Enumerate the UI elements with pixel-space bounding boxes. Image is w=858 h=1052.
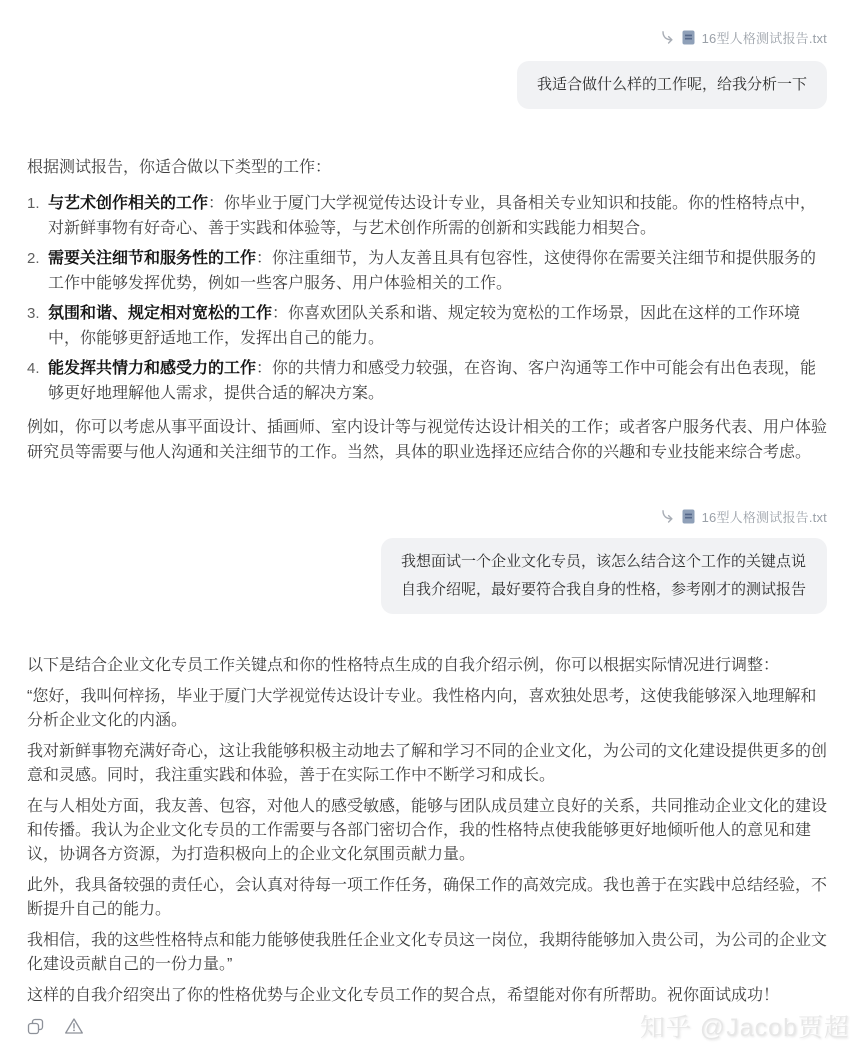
list-item: [27, 246, 827, 296]
assistant-message: [27, 155, 827, 465]
list-item-title: 与艺术创作相关的工作: [48, 195, 209, 212]
assistant-paragraph: 这样的自我介绍突出了你的性格优势与企业文化专员工作的契合点，希望能对你有所帮助。祝你面试成功！: [27, 987, 780, 1004]
list-item-title: 能发挥共情力和感受力的工作: [48, 360, 257, 377]
list-item-title: 需要关注细节和服务性的工作: [48, 250, 257, 267]
list-item-body: ：你毕业于厦门大学视觉传达设计专业，具备相关专业知识和技能。你的性格特点中，对新鲜事物有好奇心、善于实践和体验等，与艺术创作所需的创新和实践能力相契合。: [48, 195, 817, 237]
assistant-paragraph: 我对新鲜事物充满好奇心，这让我能够积极主动地去了解和学习不同的企业文化，为公司的文化建设提供更多的创意和灵感。同时，我注重实践和体验，善于在实际工作中不断学习和成长。: [27, 743, 828, 784]
list-item-number: 3.: [27, 305, 40, 322]
file-icon: [682, 30, 695, 45]
assistant-message: [27, 654, 827, 1008]
attachment-filename[interactable]: 16型人格测试报告.txt: [701, 509, 827, 525]
assistant-paragraph: 以下是结合企业文化专员工作关键点和你的性格特点生成的自我介绍示例，你可以根据实际情况进行调整：: [27, 657, 780, 674]
footer-actions: [27, 1017, 84, 1035]
list-item-body: ：你注重细节，为人友善且具有包容性，这使得你在需要关注细节和提供服务的工作中能够发挥优势，例如一些客户服务、用户体验相关的工作。: [48, 250, 817, 292]
assistant-paragraph: “您好，我叫何梓扬，毕业于厦门大学视觉传达设计专业。我性格内向，喜欢独处思考，这使我能够深入地理解和分析企业文化的内涵。: [27, 688, 817, 729]
assistant-paragraph: 我相信，我的这些性格特点和能力能够使我胜任企业文化专员这一岗位，我期待能够加入贵公司，为公司的企业文化建设贡献自己的一份力量。”: [27, 932, 828, 973]
report-button[interactable]: [64, 1017, 84, 1035]
attachment-filename[interactable]: 16型人格测试报告.txt: [701, 30, 827, 46]
attachment-row: [27, 507, 827, 525]
list-item-number: 2.: [27, 250, 40, 267]
list-item: [27, 356, 827, 406]
message-footer: [27, 1010, 850, 1042]
list-item-title: 氛围和谐、规定相对宽松的工作: [48, 305, 273, 322]
zhihu-watermark: 知乎 @Jacob贾超: [639, 1014, 850, 1042]
assistant-intro-text: 根据测试报告，你适合做以下类型的工作：: [27, 159, 332, 176]
assistant-paragraph: 在与人相处方面，我友善、包容，对他人的感受敏感，能够与团队成员建立良好的关系，共同推动企业文化的建设和传播。我认为企业文化专员的工作需要与各部门密切合作，我的性格特点使我能够更好地倾听他人的意见和建议，协调各方资源，为打造积极向上的企业文化氛围贡献力量。: [27, 798, 828, 863]
copy-button[interactable]: [27, 1018, 44, 1035]
list-item-number: 4.: [27, 360, 40, 377]
list-item-body: ：你的共情力和感受力较强，在咨询、客户沟通等工作中可能会有出色表现，能够更好地理解他人需求，提供合适的解决方案。: [48, 360, 817, 402]
file-icon: [682, 509, 695, 524]
user-message-row: [27, 538, 827, 614]
attachment-row: [27, 28, 827, 46]
reply-arrow-icon: [659, 29, 675, 45]
user-message-bubble: 我适合做什么样的工作呢，给我分析一下: [517, 61, 827, 109]
assistant-paragraph: 此外，我具备较强的责任心，会认真对待每一项工作任务，确保工作的高效完成。我也善于在实践中总结经验，不断提升自己的能力。: [27, 877, 828, 918]
list-item: [27, 191, 827, 241]
user-message-row: [27, 61, 827, 109]
assistant-outro-text: 例如，你可以考虑从事平面设计、插画师、室内设计等与视觉传达设计相关的工作；或者客户服务代表、用户体验研究员等需要与他人沟通和关注细节的工作。当然，具体的职业选择还应结合你的兴趣和专业技能来综合考虑。: [27, 419, 828, 461]
user-message-bubble: 我想面试一个企业文化专员，该怎么结合这个工作的关键点说自我介绍呢，最好要符合我自身的性格，参考刚才的测试报告: [381, 538, 827, 614]
reply-arrow-icon: [659, 508, 675, 524]
warning-icon: [64, 1017, 84, 1035]
list-item-body: ：你喜欢团队关系和谐、规定较为宽松的工作场景，因此在这样的工作环境中，你能够更舒适地工作，发挥出自己的能力。: [48, 305, 801, 347]
list-item: [27, 301, 827, 351]
list-item-number: 1.: [27, 195, 40, 212]
copy-icon: [27, 1018, 44, 1035]
